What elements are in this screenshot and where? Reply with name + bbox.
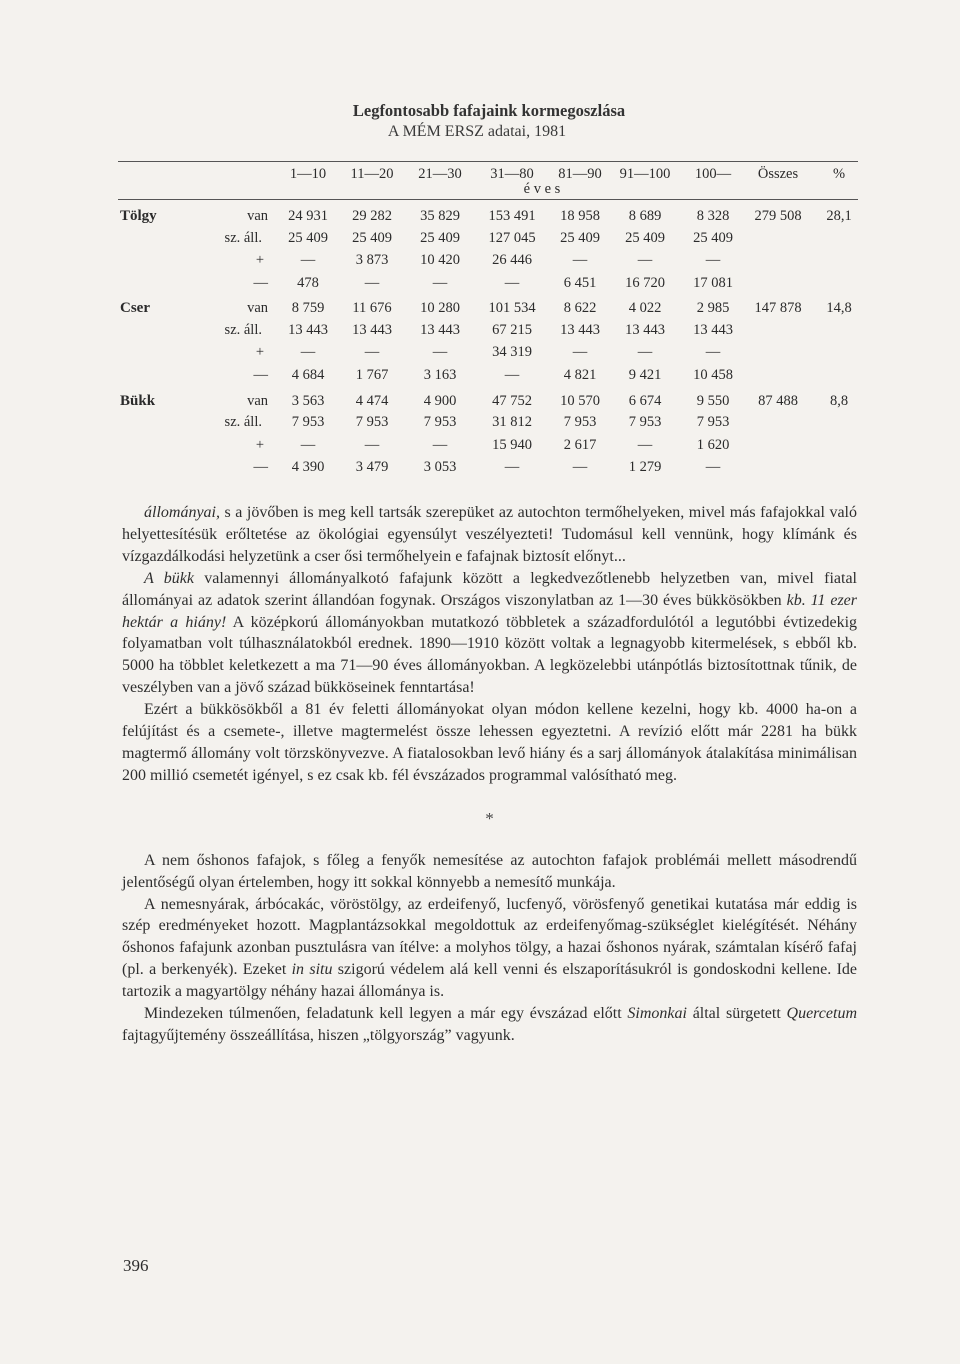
- column-header: 21—30: [418, 166, 462, 182]
- table-cell: 11 676: [352, 300, 392, 316]
- table-cell: —: [364, 344, 380, 360]
- table-cell: —: [432, 437, 448, 453]
- column-header: 11—20: [350, 166, 394, 182]
- body-text: [122, 502, 857, 1047]
- table-cell: 8,8: [829, 393, 849, 409]
- table-cell: —: [637, 437, 653, 453]
- table-cell: 8 689: [628, 208, 662, 224]
- table-cell: 15 940: [492, 437, 532, 453]
- table-cell: 7 953: [291, 414, 325, 430]
- table-cell: 24 931: [288, 208, 328, 224]
- table-cell: —: [364, 437, 380, 453]
- table-cell: 478: [297, 275, 319, 291]
- column-header: 31—80: [490, 166, 534, 182]
- row-label: +: [255, 437, 264, 453]
- table-cell: 8 622: [563, 300, 597, 316]
- table-title: Legfontosabb fafajaink kormegoszlása: [352, 101, 626, 120]
- table-cell: 6 674: [628, 393, 662, 409]
- table-cell: 7 953: [696, 414, 730, 430]
- table-cell: 47 752: [492, 393, 532, 409]
- paragraph: Ezért a bükkösökből a 81 év feletti állományokat olyan módon kellene kezelni, hogy kb. 4000 ha-on a felújítást és a csemete-, illetve magtermelést össze lehessen egyeztetni. A revízió előtt már 2281 ha bükk magtermő állomány volt törzskönyvezve. A fiatalosokban levő hiány és a sarj állományok átalakítása minimálisan 200 millió csemetét igényel, s ez csak kb. fél évszázados programmal valósítható meg.: [122, 701, 857, 784]
- table-cell: —: [572, 344, 588, 360]
- table-cell: 6 451: [563, 275, 597, 291]
- table-cell: 18 958: [560, 208, 600, 224]
- table-cell: 25 409: [625, 230, 665, 246]
- species-label: Bükk: [120, 393, 156, 409]
- table-cell: 9 550: [696, 393, 730, 409]
- table-cell: 13 443: [420, 322, 460, 338]
- table-cell: —: [705, 459, 721, 475]
- table-cell: 9 421: [628, 367, 662, 383]
- table-cell: 16 720: [625, 275, 665, 291]
- table-cell: 35 829: [420, 208, 460, 224]
- table-cell: —: [504, 367, 520, 383]
- table-cell: 25 409: [420, 230, 460, 246]
- table-cell: 4 821: [563, 367, 597, 383]
- table-cell: 7 953: [628, 414, 662, 430]
- table-cell: 8 759: [291, 300, 325, 316]
- column-header-unit: é v e s: [523, 181, 561, 197]
- table-cell: 4 900: [423, 393, 457, 409]
- table-cell: 14,8: [826, 300, 852, 316]
- table-cell: —: [300, 344, 316, 360]
- row-label: —: [253, 459, 268, 475]
- table-subtitle: A MÉM ERSZ adatai, 1981: [387, 123, 567, 140]
- table-cell: —: [572, 459, 588, 475]
- row-label: —: [253, 367, 268, 383]
- table-cell: 10 458: [693, 367, 733, 383]
- table-cell: 25 409: [288, 230, 328, 246]
- row-label: van: [247, 393, 268, 409]
- table-cell: 3 163: [423, 367, 457, 383]
- table-cell: 13 443: [693, 322, 733, 338]
- column-header: 81—90: [558, 166, 602, 182]
- table-cell: 2 617: [563, 437, 597, 453]
- paragraph: A bükk valamennyi állományalkotó fafajunk között a legkedvezőtlenebb helyzetben van, mivel fiatal állományai az adatok szerint állandóan fogynak. Országos viszonylatban az 1—30 éves bükkösökben kb. 11 ezer hektár a hiány! A középkorú állományokban mutatkozó többletek a századfordulótól a legutóbbi évtizedekig folyamatban volt túlhasználatokból erednek. 1890—1910 között voltak a legnagyobb kitermelések, s ebből kb. 5000 ha többlet keletkezett a ma 71—90 éves állományokban. A legközelebbi utánpótlás biztosítottnak tűnik, de veszélyben van a jövő század bükköseinek fenntartása!: [122, 569, 858, 697]
- table-top-rule: [118, 161, 858, 162]
- table-cell: 147 878: [754, 300, 802, 316]
- table-cell: 3 873: [355, 252, 389, 268]
- row-label: —: [253, 275, 268, 291]
- paragraph: állományai, s a jövőben is meg kell tartsák szerepüket az autochton termőhelyeken, mivel más fafajokkal való helyettesítésük erőltetése az ökológiai egyensúlyt veszélyezteti! Tudomásul kell vennünk, hogy klímánk és vízgazdálkodási helyzetünk a cser ősi termőhelyein e fafajnak biztosít előnyt...: [122, 504, 857, 565]
- species-label: Cser: [120, 300, 150, 316]
- paragraph: A nemesnyárak, árbócakác, vöröstölgy, az erdeifenyő, lucfenyő, vörösfenyő genetikai kutatása már eddig is szép eredményeket hozott. Magplantázsokkal megoldottuk az erdeifenyőmag-szükséglet kielégítését. Néhány őshonos fafajunk azonban pusztulásra van ítélve: a molyhos tölgy, a hazai őshonos nyárak, számtalan kísérő fafaj (pl. a berkenyék). Ezeket in situ szigorú védelem alá kell venni és elszaporításukról is gondoskodni kellene. Ide tartozik a magyartölgy néhány hazai állománya is.: [122, 895, 857, 1001]
- table-cell: 279 508: [754, 208, 802, 224]
- row-label: van: [247, 300, 268, 316]
- table-cell: —: [705, 344, 721, 360]
- column-header: 91—100: [619, 166, 671, 182]
- row-label: sz. áll.: [224, 230, 262, 246]
- table-cell: —: [504, 275, 520, 291]
- table-cell: 28,1: [826, 208, 852, 224]
- table-cell: 4 474: [355, 393, 389, 409]
- table-cell: 127 045: [488, 230, 536, 246]
- column-header: Összes: [757, 166, 799, 182]
- table-cell: 3 479: [355, 459, 389, 475]
- table-cell: 3 563: [291, 393, 325, 409]
- table-cell: 7 953: [355, 414, 389, 430]
- table-cell: 13 443: [625, 322, 665, 338]
- table-cell: 31 812: [492, 414, 532, 430]
- table-cell: —: [432, 344, 448, 360]
- row-label: sz. áll.: [224, 414, 262, 430]
- table-cell: 8 328: [696, 208, 730, 224]
- table-cell: 29 282: [352, 208, 392, 224]
- table-cell: 10 420: [420, 252, 460, 268]
- row-label: +: [255, 344, 264, 360]
- table-cell: 25 409: [693, 230, 733, 246]
- species-label: Tölgy: [120, 208, 157, 224]
- table-cell: —: [432, 275, 448, 291]
- table-cell: 3 053: [423, 459, 457, 475]
- column-header: 1—10: [289, 166, 327, 182]
- table-cell: 4 022: [628, 300, 662, 316]
- table-cell: 7 953: [563, 414, 597, 430]
- table-cell: 1 767: [355, 367, 389, 383]
- table-cell: 67 215: [492, 322, 532, 338]
- table-cell: —: [300, 437, 316, 453]
- table-cell: 13 443: [560, 322, 600, 338]
- table-cell: 1 620: [696, 437, 730, 453]
- row-label: van: [247, 208, 268, 224]
- section-separator: *: [485, 808, 494, 828]
- table-cell: 101 534: [488, 300, 536, 316]
- table-cell: 10 570: [560, 393, 600, 409]
- table-cell: 2 985: [696, 300, 730, 316]
- table-header-rule: [118, 199, 858, 200]
- paragraph: Mindezeken túlmenően, feladatunk kell legyen a már egy évszázad előtt Simonkai által sürgetett Quercetum fajtagyűjtemény összeállítása, hiszen „tölgyország” vagyunk.: [122, 1005, 858, 1044]
- table-cell: —: [637, 252, 653, 268]
- table-cell: —: [364, 275, 380, 291]
- table-cell: 4 390: [291, 459, 325, 475]
- table-cell: 13 443: [352, 322, 392, 338]
- table-cell: 25 409: [560, 230, 600, 246]
- page-number: 396: [123, 1256, 149, 1275]
- table-cell: 1 279: [628, 459, 662, 475]
- table-cell: —: [572, 252, 588, 268]
- table-cell: —: [504, 459, 520, 475]
- paragraph: A nem őshonos fafajok, s főleg a fenyők nemesítése az autochton fafajok problémái mellett másodrendű jelentőségű olyan értelemben, hogy itt sokkal könnyebb a nemesítő munkája.: [122, 851, 857, 891]
- row-label: +: [255, 252, 264, 268]
- table-cell: —: [705, 252, 721, 268]
- table-cell: 87 488: [758, 393, 798, 409]
- table-cell: 17 081: [693, 275, 733, 291]
- table-cell: 7 953: [423, 414, 457, 430]
- column-header: %: [832, 166, 846, 182]
- table-cell: —: [300, 252, 316, 268]
- table-cell: 153 491: [488, 208, 536, 224]
- table-cell: 25 409: [352, 230, 392, 246]
- table-cell: 4 684: [291, 367, 325, 383]
- row-label: sz. áll.: [224, 322, 262, 338]
- column-header: 100—: [694, 166, 732, 182]
- table-cell: —: [637, 344, 653, 360]
- table-cell: 34 319: [492, 344, 532, 360]
- table-cell: 26 446: [492, 252, 532, 268]
- table-cell: 10 280: [420, 300, 460, 316]
- table-cell: 13 443: [288, 322, 328, 338]
